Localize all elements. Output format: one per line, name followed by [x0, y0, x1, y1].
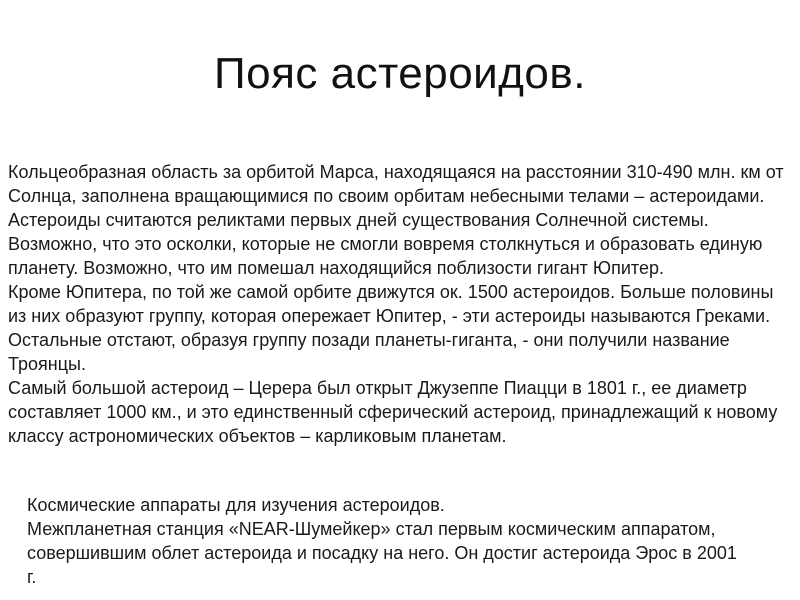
main-text-block [8, 160, 792, 448]
spacecraft-text-block [27, 493, 747, 589]
paragraph-asteroid-belt-definition: Кольцеобразная область за орбитой Марса, находящаяся на расстоянии 310-490 млн. км от Солнца, заполнена вращающимися по своим орбитам небесными телами – астероидами. [8, 162, 784, 206]
paragraph-ceres: Самый большой астероид – Церера был открыт Джузеппе Пиацци в 1801 г., ее диаметр составляет 1000 км., и это единственный сферический астероид, принадлежащий к новому классу астрономических объектов – карликовым планетам. [8, 378, 778, 446]
slide-title: Пояс астероидов. [213, 49, 586, 98]
paragraph-asteroid-origin: Астероиды считаются реликтами первых дней существования Солнечной системы. Возможно, что это осколки, которые не смогли вовремя столкнуться и образовать единую планету. Возможно, что им помешал находящийся поблизости гигант Юпитер. [8, 210, 763, 278]
paragraph-greeks-trojans: Кроме Юпитера, по той же самой орбите движутся ок. 1500 астероидов. Больше половины из них образуют группу, которая опережает Юпитер, - эти астероиды называются Греками. Остальные отстают, образуя группу позади планеты-гиганта, - они получили название Троянцы. [8, 282, 774, 374]
spacecraft-text: Межпланетная станция «NEAR-Шумейкер» стал первым космическим аппаратом, совершившим облет астероида и посадку на него. Он достиг астероида Эрос в 2001 г. [27, 519, 737, 587]
spacecraft-heading: Космические аппараты для изучения астероидов. [27, 495, 445, 515]
